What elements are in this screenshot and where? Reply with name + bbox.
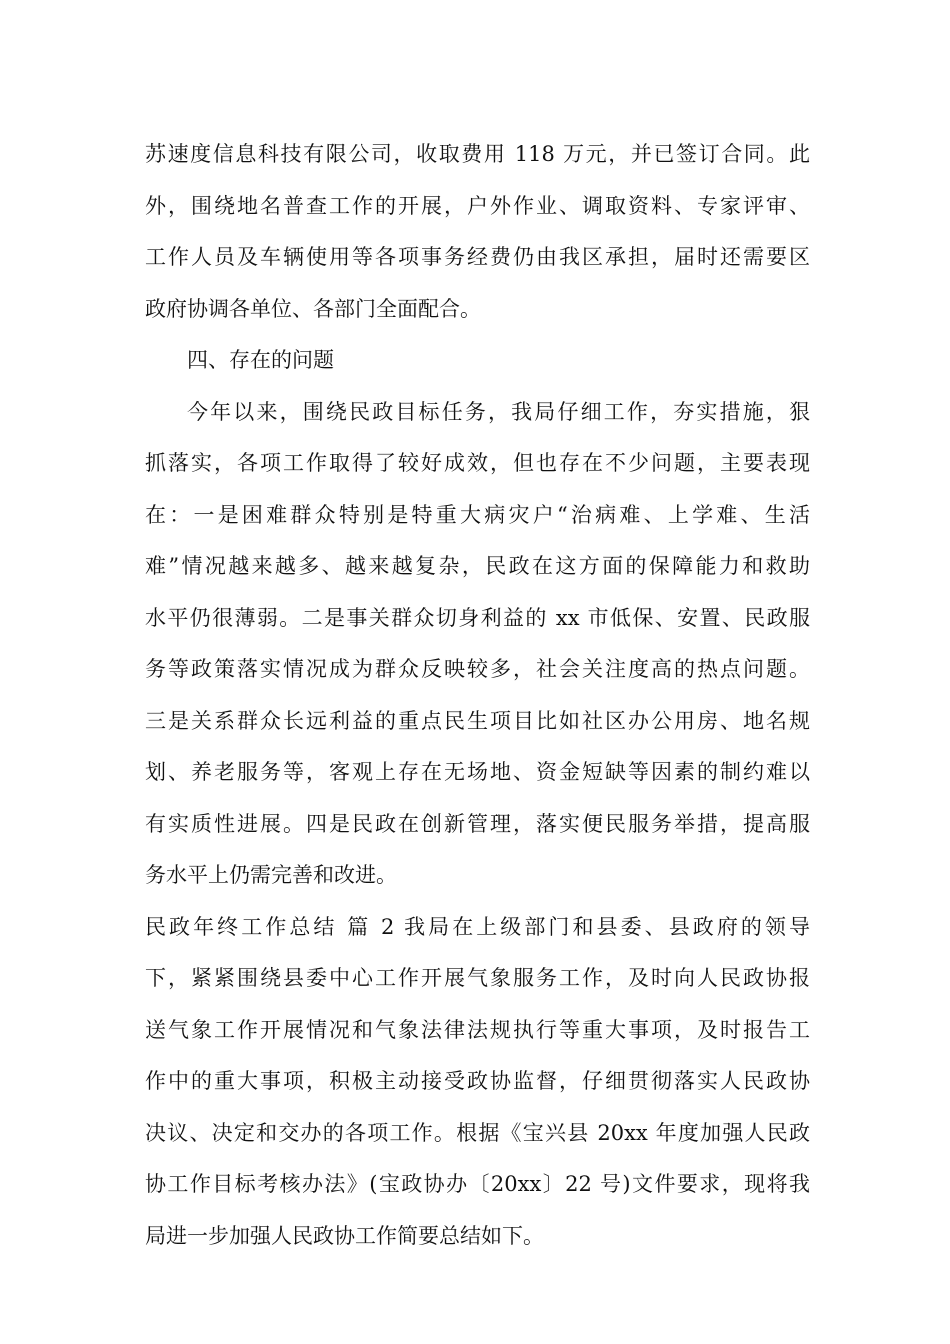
document-body-text: [145, 129, 810, 1262]
text-line: 作中的重大事项，积极主动接受政协监督，仔细贯彻落实人民政协: [145, 1069, 810, 1093]
text-line: 难”情况越来越多、越来越复杂，民政在这方面的保障能力和救助: [145, 554, 810, 578]
text-line: 今年以来，围绕民政目标任务，我局仔细工作，夯实措施，狠: [187, 399, 810, 424]
text-line: 外，围绕地名普查工作的开展，户外作业、调取资料、专家评审、: [145, 193, 810, 218]
text-line: 有实质性进展。四是民政在创新管理，落实便民服务举措，提高服: [145, 811, 810, 836]
text-line: 务水平上仍需完善和改进。: [145, 863, 397, 887]
text-line: 下，紧紧围绕县委中心工作开展气象服务工作，及时向人民政协报: [145, 966, 810, 990]
text-line: 苏速度信息科技有限公司，收取费用 118 万元，并已签订合同。此: [145, 142, 810, 166]
text-line: 决议、决定和交办的各项工作。根据《宝兴县 20xx 年度加强人民政: [145, 1120, 810, 1145]
text-line: 务等政策落实情况成为群众反映较多，社会关注度高的热点问题。: [145, 657, 810, 681]
text-line: 三是关系群众长远利益的重点民生项目比如社区办公用房、地名规: [145, 708, 810, 733]
text-line: 民政年终工作总结 篇 2 我局在上级部门和县委、县政府的领导: [145, 914, 810, 939]
text-line: 抓落实，各项工作取得了较好成效，但也存在不少问题，主要表现: [145, 451, 810, 475]
text-line: 工作人员及车辆使用等各项事务经费仍由我区承担，届时还需要区: [145, 245, 810, 269]
text-line: 协工作目标考核办法》(宝政协办〔20xx〕22 号)文件要求，现将我: [145, 1172, 810, 1196]
text-line: 政府协调各单位、各部门全面配合。: [145, 296, 481, 321]
text-line: 在：一是困难群众特别是特重大病灾户“治病难、上学难、生活: [145, 502, 810, 527]
text-line: 划、养老服务等，客观上存在无场地、资金短缺等因素的制约难以: [145, 760, 810, 784]
text-line: 水平仍很薄弱。二是事关群众切身利益的 xx 市低保、安置、民政服: [145, 605, 810, 630]
text-line: 送气象工作开展情况和气象法律法规执行等重大事项，及时报告工: [145, 1017, 810, 1042]
text-line: 四、存在的问题: [187, 348, 334, 372]
text-line: 局进一步加强人民政协工作简要总结如下。: [145, 1223, 544, 1248]
